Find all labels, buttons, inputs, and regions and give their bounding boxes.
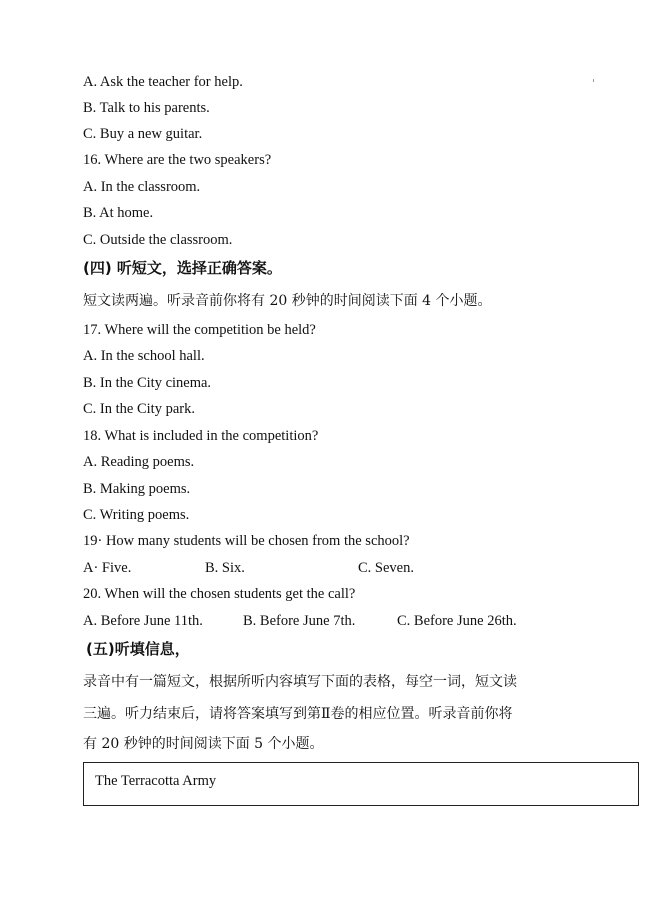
q15-option-a: A. Ask the teacher for help.: [83, 74, 243, 90]
section-4-heading: (四) 听短文，选择正确答案。: [83, 259, 282, 277]
section-5-instructions-line-2: 三遍。听力结束后，请将答案填写到第Ⅱ卷的相应位置。听录音前你将: [83, 706, 513, 722]
section-5-instructions-line-3: 有 20 秒钟的时间阅读下面 5 个小题。: [83, 736, 324, 752]
scan-speck: [593, 79, 594, 82]
question-19: 19· How many students will be chosen from the school?: [83, 533, 410, 549]
q19-option-c: C. Seven.: [358, 560, 414, 576]
table-title: The Terracotta Army: [95, 773, 217, 789]
q17-option-b: B. In the City cinema.: [83, 375, 212, 391]
q17-option-a: A. In the school hall.: [83, 348, 205, 364]
q16-option-a: A. In the classroom.: [83, 179, 201, 195]
section-5-instructions-line-1: 录音中有一篇短文，根据所听内容填写下面的表格，每空一词，短文读: [83, 674, 517, 690]
q19-option-b: B. Six.: [205, 560, 245, 576]
q18-option-a: A. Reading poems.: [83, 454, 195, 470]
q20-option-a: A. Before June 11th.: [83, 613, 203, 629]
question-16: 16. Where are the two speakers?: [83, 152, 272, 168]
q16-option-c: C. Outside the classroom.: [83, 232, 233, 248]
q19-option-a: A· Five.: [83, 560, 132, 576]
q16-option-b: B. At home.: [83, 205, 154, 221]
q20-option-c: C. Before June 26th.: [397, 613, 517, 629]
q18-option-b: B. Making poems.: [83, 481, 191, 497]
terracotta-table: [83, 762, 639, 806]
q15-option-c: C. Buy a new guitar.: [83, 126, 203, 142]
q19-options: [0, 559, 652, 577]
question-18: 18. What is included in the competition?: [83, 428, 319, 444]
section-5-heading: (五)听填信息，: [86, 640, 190, 658]
q20-options: [0, 612, 652, 630]
question-17: 17. Where will the competition be held?: [83, 322, 316, 338]
question-20: 20. When will the chosen students get the call?: [83, 586, 356, 602]
q18-option-c: C. Writing poems.: [83, 507, 190, 523]
section-4-instructions: 短文读两遍。听录音前你将有 20 秒钟的时间阅读下面 4 个小题。: [83, 293, 492, 309]
q15-option-b: B. Talk to his parents.: [83, 100, 210, 116]
q17-option-c: C. In the City park.: [83, 401, 195, 417]
q20-option-b: B. Before June 7th.: [243, 613, 356, 629]
